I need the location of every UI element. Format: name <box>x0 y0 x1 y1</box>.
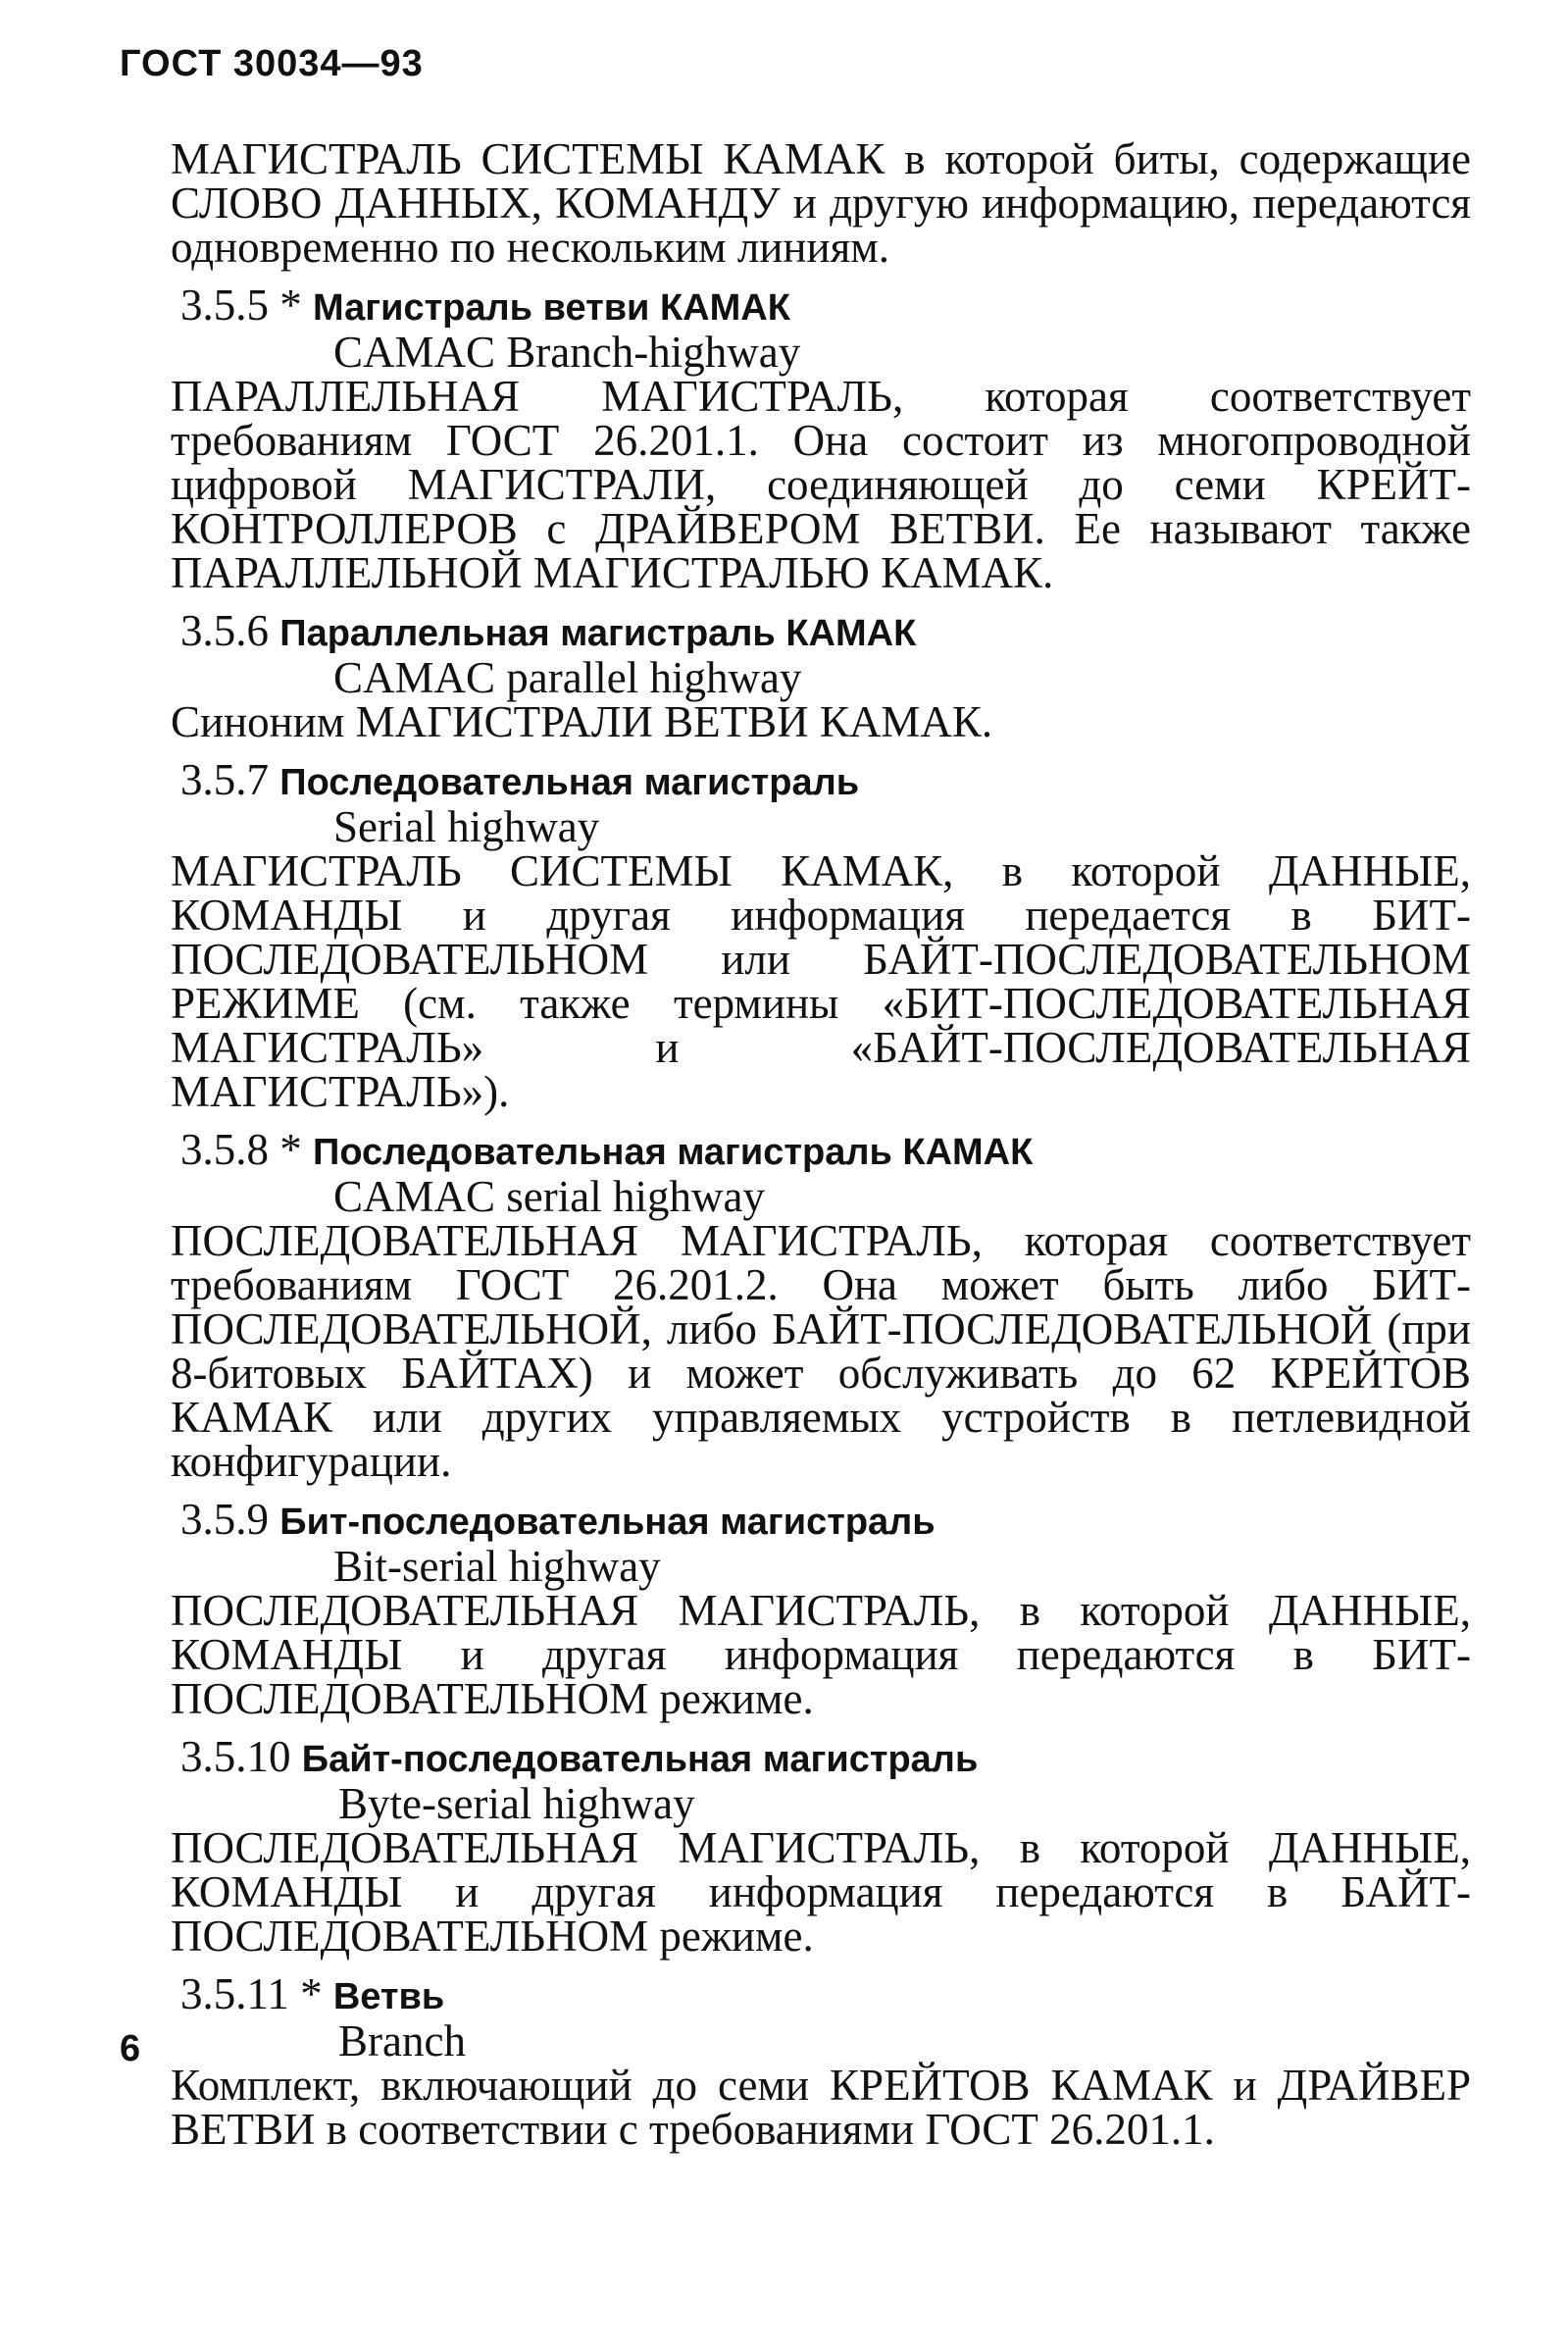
term-english: Byte-serial highway <box>338 1779 695 1828</box>
term-title: Последовательная магистраль КАМАК <box>313 1132 1034 1173</box>
term-3-5-10 <box>171 1732 1471 1961</box>
term-heading <box>177 280 1471 331</box>
term-title: Ветвь <box>332 1976 445 2017</box>
document-body <box>171 134 1471 2154</box>
term-heading <box>177 606 1471 656</box>
term-definition: МАГИСТРАЛЬ СИСТЕМЫ КАМАК, в которой ДАННЫЕ, КОМАНДЫ и другая информация передается в БИТ-ПОСЛЕДОВАТЕЛЬНОМ или БАЙТ-ПОСЛЕДОВАТЕЛЬНОМ РЕЖИМЕ (см. также термины «БИТ-ПОСЛЕДОВАТЕЛЬНАЯ МАГИСТРАЛЬ» и «БАЙТ-ПОСЛЕДОВАТЕЛЬНАЯ МАГИСТРАЛЬ»). <box>171 846 1471 1116</box>
term-number: 3.5.7 <box>180 755 269 804</box>
term-definition: ПОСЛЕДОВАТЕЛЬНАЯ МАГИСТРАЛЬ, в которой ДАННЫЕ, КОМАНДЫ и другая информация передаются в БАЙТ-ПОСЛЕДОВАТЕЛЬНОМ режиме. <box>171 1823 1471 1961</box>
term-title: Магистраль ветви КАМАК <box>313 287 790 329</box>
term-3-5-9 <box>171 1495 1471 1723</box>
term-english: Serial highway <box>333 802 600 851</box>
term-heading <box>177 1495 1471 1545</box>
term-title: Параллельная магистраль КАМАК <box>279 613 917 654</box>
term-english: CAMAC parallel highway <box>333 653 802 702</box>
term-3-5-7 <box>171 755 1471 1116</box>
term-english: CAMAC Branch-highway <box>333 328 801 377</box>
term-number: 3.5.5 * <box>180 280 302 330</box>
term-number: 3.5.8 * <box>180 1125 302 1174</box>
term-3-5-5 <box>171 280 1471 597</box>
term-heading <box>177 1969 1471 2019</box>
term-heading <box>177 1732 1471 1782</box>
intro-paragraph: МАГИСТРАЛЬ СИСТЕМЫ КАМАК в которой биты, содержащие СЛОВО ДАННЫХ, КОМАНДУ и другую информацию, передаются одновременно по нескольким линиям. <box>171 134 1471 272</box>
term-definition: Комплект, включающий до семи КРЕЙТОВ КАМАК и ДРАЙВЕР ВЕТВИ в соответствии с требованиями ГОСТ 26.201.1. <box>171 2061 1471 2154</box>
term-definition: ПАРАЛЛЕЛЬНАЯ МАГИСТРАЛЬ, которая соответствует требованиям ГОСТ 26.201.1. Она состоит из многопроводной цифровой МАГИСТРАЛИ, соединяющей до семи КРЕЙТ-КОНТРОЛЛЕРОВ с ДРАЙВЕРОМ ВЕТВИ. Ее называют также ПАРАЛЛЕЛЬНОЙ МАГИСТРАЛЬЮ КАМАК. <box>171 372 1471 597</box>
term-english: Bit-serial highway <box>333 1542 661 1591</box>
term-english: CAMAC serial highway <box>333 1172 765 1221</box>
term-number: 3.5.10 <box>180 1732 291 1781</box>
term-3-5-8 <box>171 1125 1471 1486</box>
term-heading <box>177 1125 1471 1175</box>
term-number: 3.5.11 * <box>180 1969 323 2018</box>
term-title: Бит-последовательная магистраль <box>279 1502 936 1543</box>
document-header: ГОСТ 30034—93 <box>120 43 424 84</box>
term-number: 3.5.6 <box>180 606 269 655</box>
term-heading <box>177 755 1471 805</box>
term-definition: ПОСЛЕДОВАТЕЛЬНАЯ МАГИСТРАЛЬ, которая соответствует требованиям ГОСТ 26.201.2. Она может быть либо БИТ-ПОСЛЕДОВАТЕЛЬНОЙ, либо БАЙТ-ПОСЛЕДОВАТЕЛЬНОЙ (при 8-битовых БАЙТАХ) и может обслуживать до 62 КРЕЙТОВ КАМАК или других управляемых устройств в петлевидной конфигурации. <box>171 1216 1471 1486</box>
page-number: 6 <box>120 2028 141 2069</box>
term-title: Байт-последовательная магистраль <box>301 1739 979 1780</box>
term-definition: Синоним МАГИСТРАЛИ ВЕТВИ КАМАК. <box>171 697 993 746</box>
term-3-5-6 <box>171 606 1471 746</box>
term-3-5-11 <box>171 1969 1471 2154</box>
term-number: 3.5.9 <box>180 1495 269 1544</box>
term-english: Branch <box>338 2016 466 2066</box>
term-title: Последовательная магистраль <box>279 762 860 803</box>
term-definition: ПОСЛЕДОВАТЕЛЬНАЯ МАГИСТРАЛЬ, в которой ДАННЫЕ, КОМАНДЫ и другая информация передаются в БИТ-ПОСЛЕДОВАТЕЛЬНОМ режиме. <box>171 1586 1471 1723</box>
